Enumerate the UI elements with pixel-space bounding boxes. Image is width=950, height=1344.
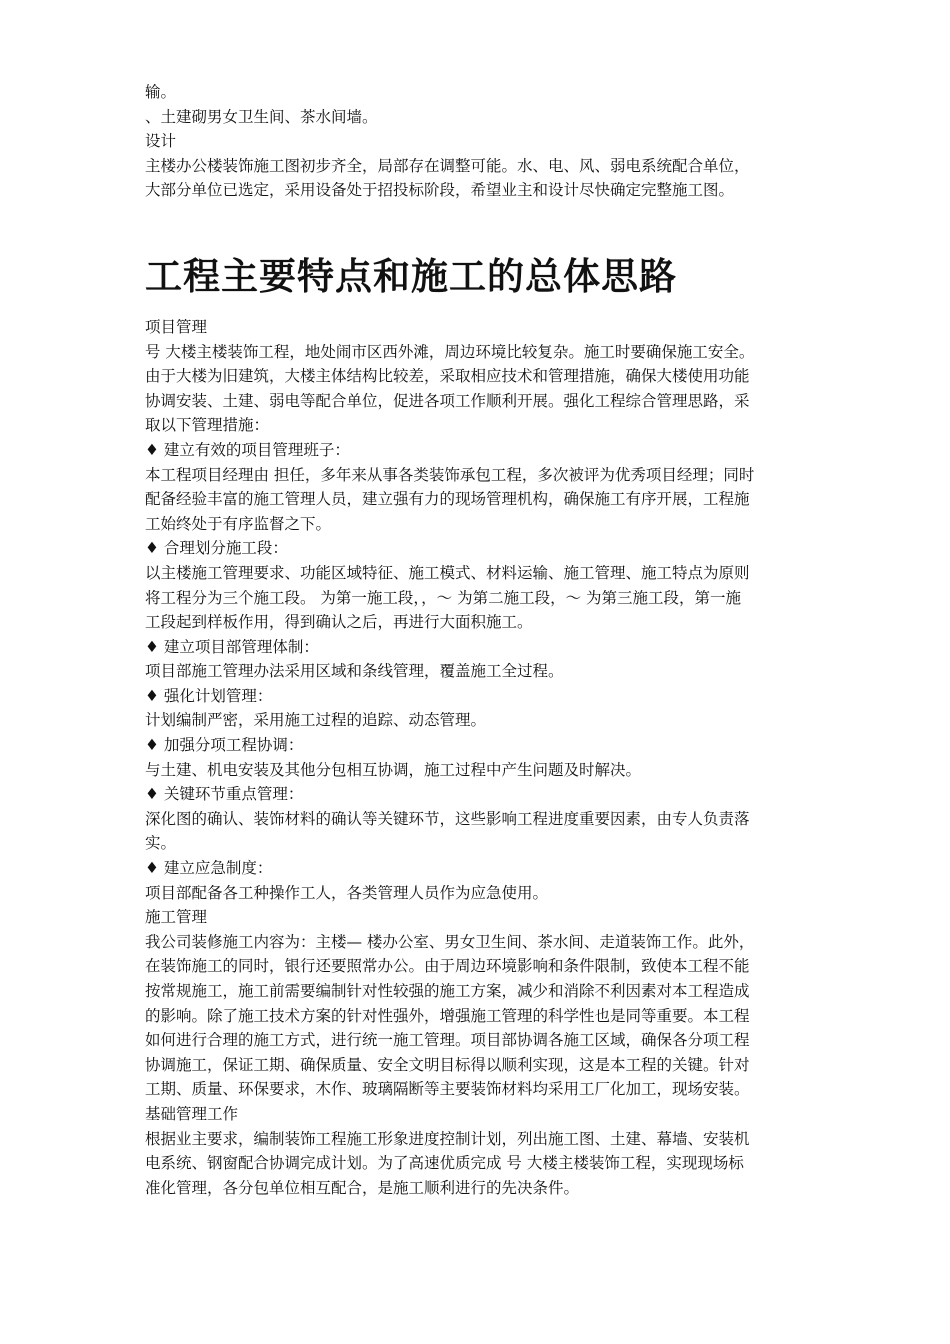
text-line: 工段起到样板作用，得到确认之后，再进行大面积施工。	[145, 613, 533, 632]
bullet-heading: ♦ 建立应急制度：	[145, 859, 273, 878]
text-line: 实。	[145, 834, 177, 853]
text-line: 主楼办公楼装饰施工图初步齐全，局部存在调整可能。水、电、风、弱电系统配合单位，	[145, 156, 750, 175]
subsection-title: 施工管理	[145, 908, 208, 927]
text-line: 工始终处于有序监督之下。	[145, 514, 332, 533]
text-line: 如何进行合理的施工方式，进行统一施工管理。项目部协调各施工区域，确保各分项工程	[145, 1031, 750, 1050]
text-line: 的影响。除了施工技术方案的针对性强外，增强施工管理的科学性也是同等重要。本工程	[145, 1006, 750, 1025]
text-line: 本工程项目经理由 担任，多年来从事各类装饰承包工程，多次被评为优秀项目经理；同时	[145, 465, 755, 484]
text-line: 电系统、钢窗配合协调完成计划。为了高速优质完成 号 大楼主楼装饰工程，实现现场标	[145, 1154, 744, 1173]
bullet-heading: ♦ 加强分项工程协调：	[145, 736, 304, 755]
document-page	[145, 80, 817, 1200]
text-line: 深化图的确认、装饰材料的确认等关键环节，这些影响工程进度重要因素，由专人负责落	[145, 809, 750, 828]
bullet-heading: ♦ 建立项目部管理体制：	[145, 637, 319, 656]
bullet-heading: ♦ 强化计划管理：	[145, 686, 273, 705]
text-line: 协调安装、土建、弱电等配合单位，促进各项工作顺利开展。强化工程综合管理思路，采	[145, 391, 750, 410]
text-line: 取以下管理措施：	[145, 416, 270, 435]
text-line: 、土建砌男女卫生间、茶水间墙。	[145, 107, 378, 126]
text-line: 与土建、机电安装及其他分包相互协调，施工过程中产生问题及时解决。	[145, 760, 642, 779]
text-line: 按常规施工，施工前需要编制针对性较强的施工方案，减少和消除不利因素对本工程造成	[145, 982, 750, 1000]
text-line: 大部分单位已选定，采用设备处于招投标阶段，希望业主和设计尽快确定完整施工图。	[145, 181, 735, 200]
top-section	[145, 80, 817, 203]
text-line: 项目部配备各工种操作工人，各类管理人员作为应急使用。	[145, 883, 549, 902]
bullet-heading: ♦ 合理划分施工段：	[145, 539, 288, 558]
text-line: 协调施工，保证工期、确保质量、安全文明目标得以顺利实现，这是本工程的关键。针对	[145, 1055, 750, 1074]
bullet-heading: ♦ 建立有效的项目管理班子：	[145, 440, 350, 459]
text-line: 计划编制严密，采用施工过程的追踪、动态管理。	[145, 711, 487, 730]
section-label-design: 设计	[145, 132, 177, 151]
body-section	[145, 315, 817, 1200]
text-line: 在装饰施工的同时，银行还要照常办公。由于周边环境影响和条件限制，致使本工程不能	[145, 957, 750, 976]
text-line: 根据业主要求，编制装饰工程施工形象进度控制计划，列出施工图、土建、幕墙、安装机	[145, 1129, 750, 1148]
bullet-heading: ♦ 关键环节重点管理：	[145, 785, 304, 804]
text-line: 以主楼施工管理要求、功能区域特征、施工模式、材料运输、施工管理、施工特点为原则	[145, 563, 750, 582]
text-line: 配备经验丰富的施工管理人员，建立强有力的现场管理机构，确保施工有序开展，工程施	[145, 490, 750, 509]
text-line: 项目部施工管理办法采用区域和条线管理，覆盖施工全过程。	[145, 662, 564, 681]
section-heading: 工程主要特点和施工的总体思路	[145, 254, 677, 298]
text-line: 准化管理，各分包单位相互配合，是施工顺利进行的先决条件。	[145, 1178, 580, 1197]
text-line: 工期、质量、环保要求，木作、玻璃隔断等主要装饰材料均采用工厂化加工，现场安装。	[145, 1080, 750, 1099]
subsection-title: 项目管理	[145, 317, 208, 336]
text-line: 我公司装修施工内容为：主楼— 楼办公室、男女卫生间、茶水间、走道装饰工作。此外，	[145, 932, 755, 951]
text-line: 号 大楼主楼装饰工程，地处闹市区西外滩，周边环境比较复杂。施工时要确保施工安全。	[145, 342, 755, 361]
text-line: 将工程分为三个施工段。 为第一施工段，，～ 为第二施工段，～ 为第三施工段，第一施	[145, 588, 742, 607]
text-line: 由于大楼为旧建筑，大楼主体结构比较差，采取相应技术和管理措施，确保大楼使用功能	[145, 367, 750, 386]
subsection-title: 基础管理工作	[145, 1104, 239, 1123]
text-line: 输。	[145, 83, 177, 101]
